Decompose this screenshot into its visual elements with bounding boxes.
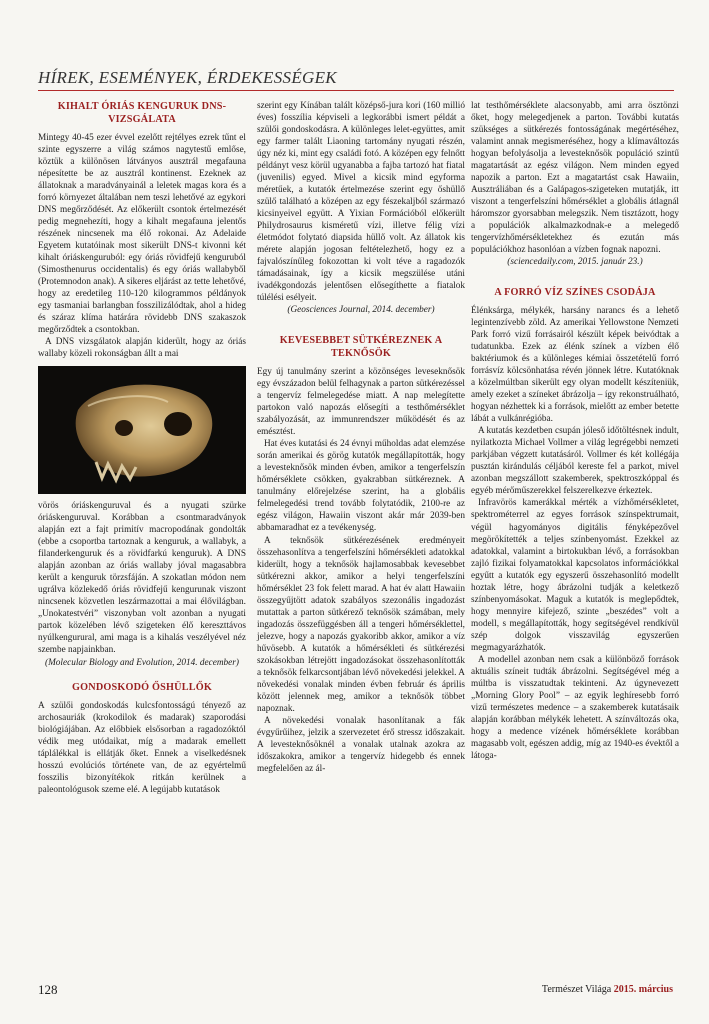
paragraph: lat testhőmérséklete alacsonyabb, ami arra ösztönzi őket, hogy melegedjenek a parton. További kutatás szükséges a sütkérezés fontosságának megértéséhez, valamint annak megismeréséhez, hogy a klímaváltozás hogyan befolyásolja a levesteknősök populáció szintű magatartását az egész világon. Nem minden egyed napozik a parton. Ezt a magatartást csak Hawaiin, Ausztráliában és a Galápagos-szigeteken mutatják, itt viszont a tengerfelszíni hőmérséklet a globális átlagnál háromszor gyorsabban melegszik. Nem tisztázott, hogy a populációk alkalmazkodnak-e a melegedő tengervízhőmérsékletekhez és ezután más populációkhoz hasonlóan a vízben fognak napozni. [471,101,679,256]
citation: (Geosciences Journal, 2014. december) [287,305,435,316]
paragraph: A modellel azonban nem csak a különböző források aktuális színeit tudták ábrázolni. Segítségével még a múltba is visszatudtak tekinteni. Az úgynevezett „Morning Glory Pool” – az egyik leghíresebb forró vizű természetes medence – a szakemberek kutatásaik alapján korábban mélykék lehetett. A színváltozás oka, hogy a medence vízének hőmérséklete korábban magasabb volt, egészen addig, míg az 1940-es évektől a látoga- [471,654,679,761]
paragraph: A kutatás kezdetben csupán jóleső időtöltésnek indult, nyilatkozta Michael Vollmer a világ legrégebbi nemzeti parkjában végzett kutatásáról. Vollmer és két kollégája pusztán kirándulás céljából kereste fel a parkot, mivel azonban megszállott szakemberek, spektroszkóppal és egyéb mérőműszerekkel felszerelkezve érkeztek. [471,426,679,497]
citation: (Molecular Biology and Evolution, 2014. december) [45,657,239,668]
paragraph: A DNS vizsgálatok alapján kiderült, hogy az óriás wallaby közeli rokonságban állt a mai [38,337,246,360]
paragraph: A növekedési vonalak hasonlítanak a fák évgyűrűihez, jelzik a szervezetet érő stressz időszakait. A levesteknősöknél a vonalak utalnak azokra az időszakokra, amikor a tengervíz hidegebb és ennek megfelelően az ál- [257,715,465,774]
column-1 [38,100,246,796]
section-header: HÍREK, ESEMÉNYEK, ÉRDEKESSÉGEK [38,68,337,87]
article-title-sutkereznek: KEVESEBBET SÜTKÉREZNEK A TEKNŐSÖK [279,335,443,360]
paragraph: Infravörös kamerákkal mérték a vízhőmérsékletet, spektrométerrel az egyes források színspektrumait, végül hagyományos digitális fényképezővel megörökítették a teljes színbenyomást. Ezekkel az adatokkal, valamint a birtokukban lévő, a forrásokban zajló fizikai folyamatokkal kapcsolatos információkkal egyűtt a kutatók egy egyszerű összehasonlító modellt hoztak létre, hogy ábrázolni tudják a keletkező színbenyomásokat. Maguk a kutatók is meglepődtek, hogy mennyire kifejező, szinte „beszédes” volt a modell, s megállapították, hogy segítségével rendkívül szép dolgok visszavilág egyszerűen megmagyarázhatók. [471,498,679,653]
paragraph: Egy új tanulmány szerint a közönséges leveseknősök egy évszázadon belül felhagynak a parton sütkérezéssel a tengervíz felmelegedése miatt. A nap melegítette partokon való napozás elősegíti a testhőmérséklet szabályozását, az immunrendszer működését és az emésztést. [257,367,465,438]
paragraph: Élénksárga, mélykék, harsány narancs és a lehető legintenzívebb zöld. Az amerikai Yellowstone Nemzeti Park forró vizű forrásairól készült képek beivódtak a tudatunkba. Ezek az élénk színek a vízben élő baktériumok és a különleges kémiai összetételű forró forrásvíz kölcsönhatása révén jönnek létre. Kutatóknak a közelmúltban sikerült egy olyan modellt készíteniük, amely ezeket a színeket ábrázolja – így rekonstruálható, hogyan nézhettek ki a források, mielőtt az ember betette lábát a vulkánrégióba. [471,306,679,425]
skull-image [38,366,246,494]
skull-photo [38,366,246,494]
page-number: 128 [38,982,58,997]
paragraph: A szülői gondoskodás kulcsfontosságú tényező az archosauriák (krokodilok és madarak) szaporodási biológiájában. Az előbbiek elsősorban a ragadozóktól védik meg utódaikat, míg a madarak emellett táplálékkal is ellátják őket. Ennek a viselkedésnek hosszú evolúciós története van, de az egyértelmű fosszilis bizonyítékok ritkán kerülnek a paleontológusok szeme elé. A legújabb kutatások [38,700,246,795]
column-3 [471,100,679,762]
citation: (sciencedaily.com, 2015. január 23.) [507,257,643,268]
header-rule [38,90,674,91]
paragraph: A teknősök sütkérezésének eredményeit összehasonlítva a tengerfelszíni hőmérsékleti adatokkal kiderült, hogy a teknősök hajlamosabbak kevesebbet sütkérezni akkor, amikor a helyi tengerfelszíni hőmérséklet 23 fok felett marad. A hat év alatt Hawaiin összegyűjtött adatok szabályos szezonális ingadozást mutattak a parton sütkérező teknősök számában, mely ingadozás összefüggésben áll a tengeri hőmérséklettel, jelezve, hogy a napozás gyakoribb akkor, amikor a víz hűvösebb. A kutatók a hőmérsékleti és sütkérezési szokásokban létrejött ingadozásokat összehasonlították a teknősök felkarcsontjában lévő növekedési jelekkel. A növekedési vonalak minden évben február és április között jelennek meg, amikor a teknősök többet napoznak. [257,535,465,714]
article-title-forro-viz: A FORRÓ VÍZ SZÍNES CSODÁJA [494,287,656,299]
article-title-oshullok: GONDOSKODÓ ŐSHÜLLŐK [72,681,212,693]
article-title-kenguruk: KIHALT ÓRIÁS KENGURUK DNS-VIZSGÁLATA [57,101,227,125]
paragraph: Mintegy 40-45 ezer évvel ezelőtt rejtélyes ezrek tűnt el szinte egyszerre a világ számos nagytestű emlőse, köztük a különösen látványos ausztrál megafauna népesítette be az ausztrál kontinenst. Ezeknek az állatoknak a maradványainál a leletek magas kora és a forró környezet általában nem teszi lehetővé az egykori DNS megőrződését. Az előkerült csontok értelmezését pedig megnehezíti, hogy a kihalt megafauna jelentős részének nincsenek ma élő rokonai. Az Adelaide Egyetem kutatóinak most sikerült DNS-t kivonni két kihalt óriáskenguruból: egy óriás rövidfejű kenguruból (Simosthenurus occidentalis) és egy óriás wallabyből (Protemnodon anak). A sikeres eljárást az tette lehetővé, hogy az eredetileg 110-120 kilogrammos példányok egy tasmaniai barlangban fosszilizálódtak, ahol a hideg és száraz klíma határára rövidebb DNS szakaszok megőrződtek a csontokban. [38,133,246,336]
issue-date: 2015. március [613,984,673,995]
magazine-name: Természet Világa [541,984,612,995]
column-2 [257,100,465,775]
paragraph: szerint egy Kínában talált középső-jura kori (160 millió éves) fosszília képviseli a legkorábbi ismert példát a szülői gondoskodásra. A különleges lelet-együttes, amit egy farmer talált Liaoning tartomány nyugati részén, úgy néz ki, mint egy családi fotó. A középen egy felnőtt példányt vesz körül ugyanabba a fajba tartozó hat fiatal (juvenilis) egyed. Mivel a kicsik mind egyforma méretűek, a kutatók értelmezése szerint egy őshüllő szülő található a középen az egy fészekaljból származó kicsinyeivel együtt. A Yixian Formációból előkerült Philydrosaurus kisméretű vízi, illetve félig vízi életmódot folytató diapsida hüllő volt. Az állatok kis mérete alapján jogosan feltételezhető, hogy ez a fajvalószínűleg fokozottan ki volt téve a ragadozók támadásainak, így a kicsik megszülése utáni ivadékgondozás jelentősen elősegíthette a fiatalok túlélési esélyeit. [257,101,465,304]
paragraph: Hat éves kutatási és 24 évnyi műholdas adat elemzése során amerikai és görög kutatók megállapították, hogy a levesteknősök minden évben, amikor a tengerfelszín hőmérséklete csökken, gyakrabban sütkéreznek. A tanulmány előrejelzése szerint, ha a globális felmelegedési trend tovább folytatódik, 2100-re az egész világon, Hawaiin viszont akár már 2039-ben abbamaradhat ez a tevékenység. [257,439,465,534]
paragraph: vörös óriáskenguruval és a nyugati szürke óriáskenguruval. Korábban a csontmaradványok alapján ezt a fajt primitív macropodának gondolták (ebbe a csoportba tartoznak a kenguruk, a wallabyk, a filanderkenguruk és a rövidfarkú kenguruk). A DNS alapján azonban az óriás wallaby jóval magasabbra került a kenguruk törzsfáján. A szokatlan módon nem ugrálva közlekedő óriás rövidfejű kengurunak viszont nincsenek közvetlen leszármazottai a mai élővilágban. „Unokatestvéri” viszonyban volt azonban a nyugati partok közelében lévő szigeteken élő kereszttávos nyúlkengurural, ami maga is a kihalás veszélyével néz szembe napjainkban. [38,501,246,656]
magazine-footer [542,984,673,995]
